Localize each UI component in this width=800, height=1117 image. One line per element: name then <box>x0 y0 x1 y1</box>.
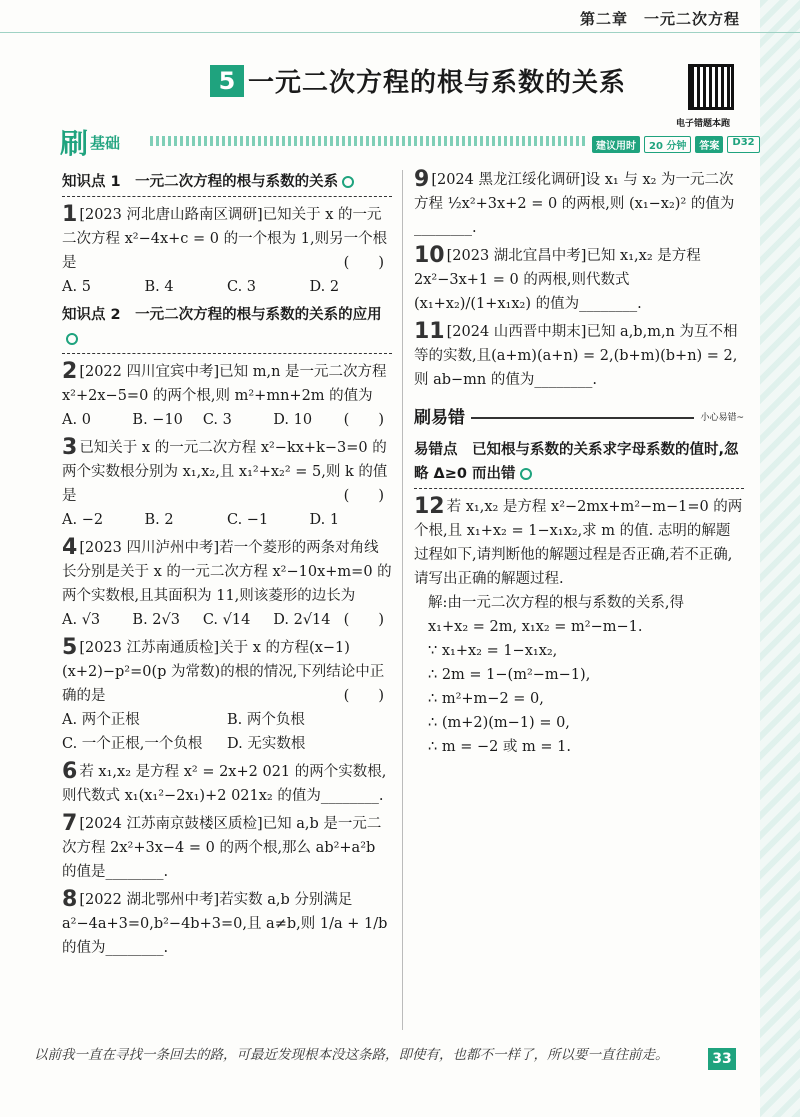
option-d: D. 2√14 <box>273 612 331 628</box>
question-10 <box>414 244 744 316</box>
question-6 <box>62 760 392 808</box>
question-number: 4 <box>62 535 78 560</box>
question-text: [2023 江苏南通质检]关于 x 的方程(x−1)(x+2)−p²=0(p 为常数)的根的情况,下列结论中正确的是 <box>62 640 385 704</box>
question-8 <box>62 888 392 960</box>
answer-label: 答案 <box>695 136 723 153</box>
page-number: 33 <box>708 1048 736 1070</box>
footer-quote: 以前我一直在寻找一条回去的路，可最近发现根本没这条路，即使有，也都不一样了，所以要一直往前走。 <box>34 1047 669 1063</box>
question-2 <box>62 360 392 432</box>
option-c: C. 一个正根,一个负根 <box>62 736 203 752</box>
question-3 <box>62 436 392 532</box>
answer-paren: ( ) <box>343 255 384 271</box>
question-number: 11 <box>414 319 445 344</box>
option-a: A. √3 <box>62 612 101 628</box>
option-c: C. √14 <box>202 612 251 628</box>
answer-paren: ( ) <box>343 612 384 628</box>
knowledge-point-3 <box>414 438 744 489</box>
answer-paren: ( ) <box>343 488 384 504</box>
solution-line: x₁+x₂ = 2m, x₁x₂ = m²−m−1. <box>428 619 643 635</box>
options <box>62 708 392 756</box>
option-a: A. −2 <box>62 512 104 528</box>
question-number: 9 <box>414 167 430 192</box>
option-d: D. 1 <box>309 512 340 528</box>
question-text: [2022 湖北鄂州中考]若实数 a,b 分别满足 a²−4a+3=0,b²−4b+3=0,且 a≠b,则 1/a + 1/b 的值为________. <box>62 892 388 956</box>
decor-stripe <box>760 0 800 1117</box>
question-text: [2023 河北唐山路南区调研]已知关于 x 的一元二次方程 x²−4x+c = 0 的一个根为 1,则另一个根是 <box>62 207 388 271</box>
target-icon <box>520 468 532 480</box>
time-box <box>592 136 760 153</box>
options <box>62 408 344 432</box>
option-d: D. 10 <box>273 412 313 428</box>
question-12 <box>414 495 744 759</box>
time-label: 建议用时 <box>592 136 640 153</box>
option-b: B. 两个负根 <box>227 712 305 728</box>
options <box>62 275 392 299</box>
solution-line: ∴ m = −2 或 m = 1. <box>428 739 571 755</box>
error-prone-title: 刷易错 <box>414 408 465 428</box>
error-prone-note: 小心易错~ <box>700 413 744 423</box>
section-title <box>210 62 626 99</box>
dotted-rule <box>150 136 585 146</box>
option-c: C. 3 <box>202 412 232 428</box>
qr-label: 电子错题本跑 <box>676 119 731 129</box>
option-a: A. 两个正根 <box>62 712 140 728</box>
brush-label: 刷 <box>60 127 89 160</box>
question-4 <box>62 536 392 632</box>
solution-line: ∴ 2m = 1−(m²−m−1), <box>428 667 591 683</box>
question-1 <box>62 203 392 299</box>
question-11 <box>414 320 744 392</box>
question-text: [2022 四川宜宾中考]已知 m,n 是一元二次方程 x²+2x−5=0 的两个根,则 m²+mn+2m 的值为 <box>62 364 387 404</box>
option-b: B. 4 <box>144 279 174 295</box>
option-a: A. 0 <box>62 412 91 428</box>
question-text: [2024 山西晋中期末]已知 a,b,m,n 为互不相等的实数,且(a+m)(a+n) = 2,(b+m)(b+n) = 2,则 ab−mn 的值为________. <box>414 324 738 388</box>
question-number: 8 <box>62 887 78 912</box>
question-text: 已知关于 x 的一元二次方程 x²−kx+k−3=0 的两个实数根分别为 x₁,x₂,且 x₁²+x₂² = 5,则 k 的值是 <box>62 440 388 504</box>
question-text: [2023 四川泸州中考]若一个菱形的两条对角线长分别是关于 x 的一元二次方程 x²−10x+m=0 的两个实数根,且其面积为 11,则该菱形的边长为 <box>62 540 392 604</box>
solution-line: ∴ m²+m−2 = 0, <box>428 691 544 707</box>
question-text: [2024 黑龙江绥化调研]设 x₁ 与 x₂ 为一元二次方程 ½x²+3x+2 = 0 的两根,则 (x₁−x₂)² 的值为________. <box>414 172 735 236</box>
question-number: 2 <box>62 359 78 384</box>
kp3-text: 易错点 已知根与系数的关系求字母系数的值时,忽略 Δ≥0 而出错 <box>414 442 739 482</box>
section-number: 5 <box>210 65 244 97</box>
kp1-text: 知识点 1 一元二次方程的根与系数的关系 <box>62 174 339 190</box>
target-icon <box>66 333 78 345</box>
header-rule <box>0 32 800 33</box>
question-number: 1 <box>62 202 78 227</box>
option-d: D. 无实数根 <box>227 736 306 752</box>
question-number: 5 <box>62 635 78 660</box>
question-5 <box>62 636 392 756</box>
kp2-text: 知识点 2 一元二次方程的根与系数的关系的应用 <box>62 307 382 323</box>
answer-paren: ( ) <box>343 412 384 428</box>
error-prone-header <box>414 406 744 430</box>
chapter-title: 第二章 一元二次方程 <box>579 10 740 28</box>
question-text: 若 x₁,x₂ 是方程 x²−2mx+m²−m−1=0 的两个根,且 x₁+x₂ = 1−x₁x₂,求 m 的值. 志明的解题过程如下,请判断他的解题过程是否正确,若不正确,请写出正确的解题过程. <box>414 499 743 587</box>
options <box>62 608 344 632</box>
knowledge-point-1 <box>62 170 392 197</box>
time-value: 20 分钟 <box>644 136 691 153</box>
option-c: C. 3 <box>227 279 257 295</box>
option-c: C. −1 <box>227 512 269 528</box>
question-number: 6 <box>62 759 78 784</box>
section-heading: 一元二次方程的根与系数的关系 <box>248 68 627 98</box>
question-number: 10 <box>414 243 445 268</box>
question-text: 若 x₁,x₂ 是方程 x² = 2x+2 021 的两个实数根,则代数式 x₁(x₁²−2x₁)+2 021x₂ 的值为________. <box>62 764 387 804</box>
question-9 <box>414 168 744 240</box>
brush-sub-label: 基础 <box>90 133 121 152</box>
question-number: 7 <box>62 811 78 836</box>
answer-value: D32 <box>727 136 759 153</box>
knowledge-point-2 <box>62 303 392 354</box>
arrow-line <box>471 417 694 419</box>
solution-line: 解:由一元二次方程的根与系数的关系,得 <box>428 595 684 611</box>
solution <box>428 591 744 759</box>
solution-line: ∵ x₁+x₂ = 1−x₁x₂, <box>428 643 558 659</box>
option-b: B. −10 <box>132 412 183 428</box>
option-d: D. 2 <box>309 279 340 295</box>
column-divider <box>402 170 403 1030</box>
answer-paren: ( ) <box>343 688 384 704</box>
question-number: 12 <box>414 494 445 519</box>
right-column <box>414 168 744 763</box>
solution-line: ∴ (m+2)(m−1) = 0, <box>428 715 570 731</box>
basic-practice-header <box>60 122 120 162</box>
question-number: 3 <box>62 435 78 460</box>
left-column <box>62 168 392 964</box>
option-b: B. 2 <box>144 512 174 528</box>
question-7 <box>62 812 392 884</box>
question-text: [2024 江苏南京鼓楼区质检]已知 a,b 是一元二次方程 2x²+3x−4 = 0 的两个根,那么 ab²+a²b 的值是________. <box>62 816 382 880</box>
question-text: [2023 湖北宜昌中考]已知 x₁,x₂ 是方程 2x²−3x+1 = 0 的两根,则代数式 (x₁+x₂)/(1+x₁x₂) 的值为________. <box>414 248 701 312</box>
options <box>62 508 392 532</box>
option-b: B. 2√3 <box>132 612 180 628</box>
option-a: A. 5 <box>62 279 91 295</box>
target-icon <box>342 176 354 188</box>
qr-code-icon[interactable] <box>688 64 734 110</box>
